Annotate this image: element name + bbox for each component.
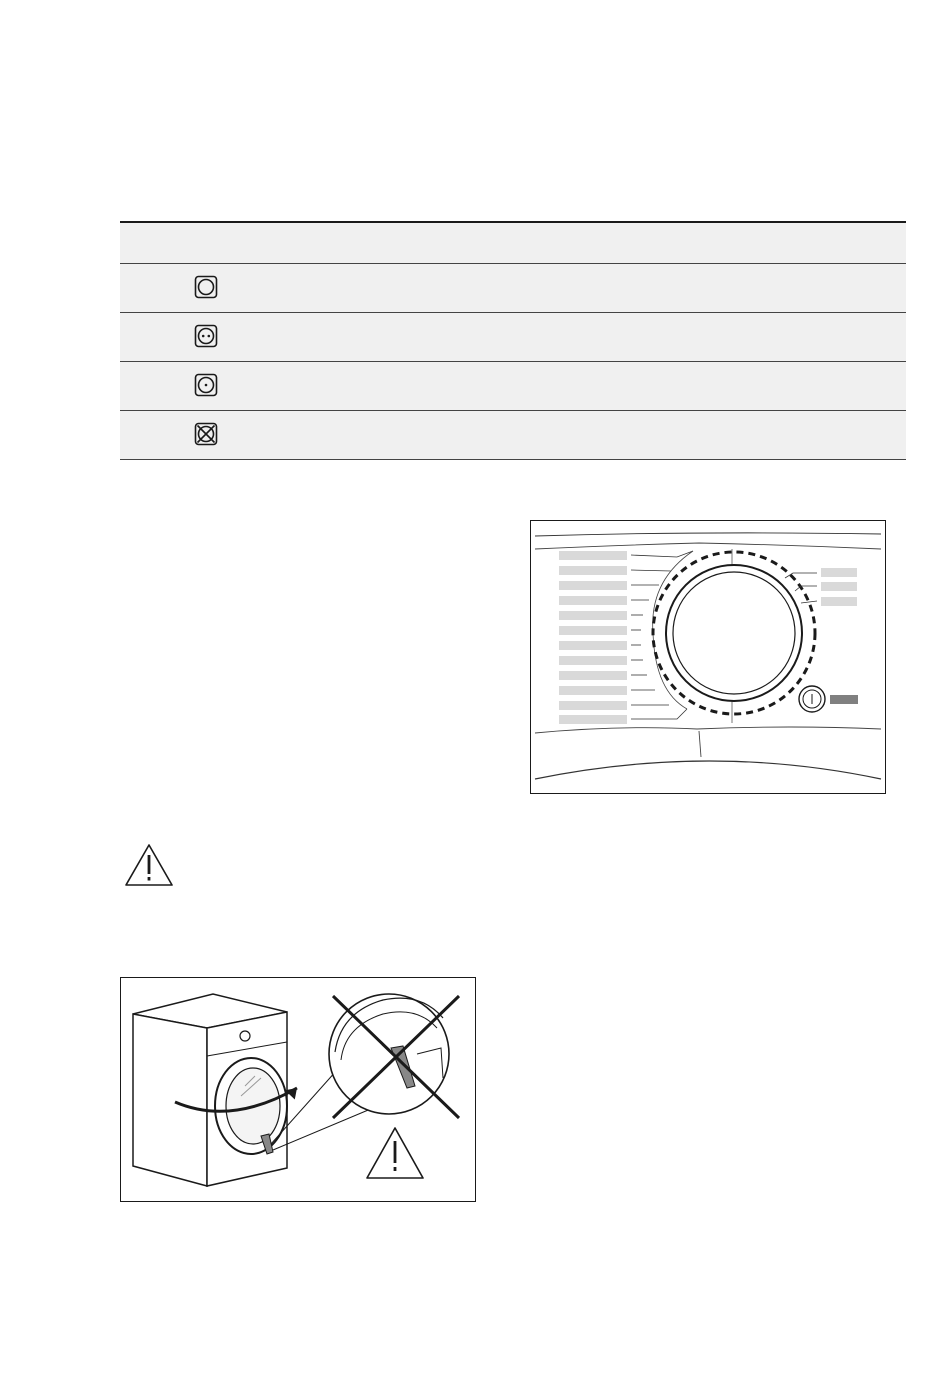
table-header-row bbox=[120, 221, 906, 263]
table-row bbox=[120, 410, 906, 460]
care-symbol-table bbox=[120, 221, 906, 460]
warning-triangle-icon bbox=[124, 843, 174, 887]
tumble-dry-low-icon bbox=[194, 373, 218, 397]
tumble-dry-normal-icon bbox=[194, 275, 218, 299]
table-row bbox=[120, 263, 906, 312]
table-row bbox=[120, 312, 906, 361]
tumble-dry-high-icon bbox=[194, 324, 218, 348]
dryer-door-illustration bbox=[120, 977, 476, 1202]
do-not-tumble-dry-icon bbox=[194, 422, 218, 446]
table-row bbox=[120, 361, 906, 410]
control-panel-illustration bbox=[530, 520, 886, 794]
